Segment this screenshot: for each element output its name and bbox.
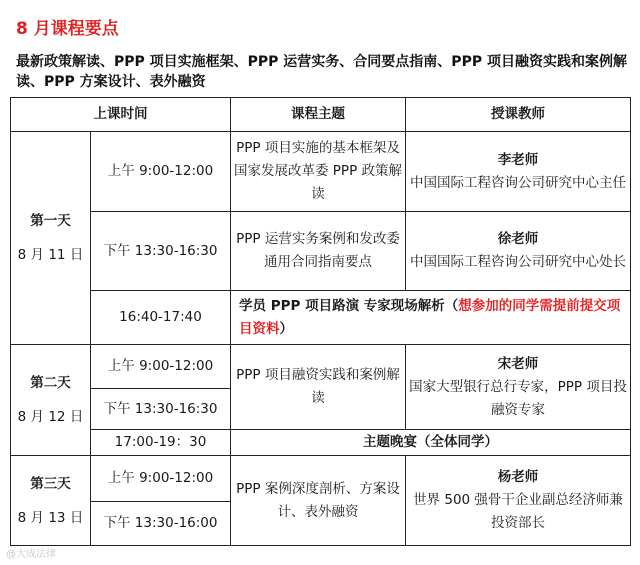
day3-date: 8 月 13 日	[17, 509, 84, 526]
day1-cell	[11, 132, 91, 345]
day1-row1-teacher	[406, 132, 631, 212]
day3-row2-time: 下午 13:30-16:00	[91, 502, 231, 546]
day3-topic: PPP 案例深度剖析、方案设计、表外融资	[231, 456, 406, 546]
page-title: 8 月课程要点	[16, 19, 119, 39]
day1-date: 8 月 11 日	[17, 247, 84, 263]
day3-label: 第三天	[30, 475, 71, 492]
table-row	[11, 345, 631, 389]
day1-row1-topic: PPP 项目实施的基本框架及国家发展改革委 PPP 政策解读	[231, 132, 406, 212]
table-row	[11, 132, 631, 212]
day2-teacher	[406, 345, 631, 430]
table-row	[11, 430, 631, 456]
header-time: 上课时间	[11, 98, 231, 132]
day2-cell	[11, 345, 91, 456]
day2-label: 第二天	[30, 375, 71, 391]
header-teacher: 授课教师	[406, 98, 631, 132]
paren-open: （	[444, 297, 459, 314]
header-topic: 课程主题	[231, 98, 406, 132]
day1-row2-teacher	[406, 212, 631, 291]
teacher-name: 李老师	[497, 151, 539, 168]
teacher-title: 世界 500 强骨干企业副总经济师兼投资部长	[413, 492, 623, 531]
teacher-title: 国家大型银行总行专家，PPP 项目投融资专家	[409, 378, 627, 418]
teacher-title: 中国国际工程咨询公司研究中心主任	[410, 174, 626, 191]
roadshow-note: 想参加的同学需提前提交项目资料	[239, 297, 621, 337]
day2-topic: PPP 项目融资实践和案例解读	[231, 345, 406, 430]
day2-date: 8 月 12 日	[17, 409, 84, 425]
paren-close: ）	[279, 320, 293, 337]
day3-cell	[11, 456, 91, 546]
day1-row2-topic: PPP 运营实务案例和发改委通用合同指南要点	[231, 212, 406, 291]
course-summary: 最新政策解读、PPP 项目实施框架、PPP 运营实务、合同要点指南、PPP 项目融资实践和案例解读、PPP 方案设计、表外融资	[16, 54, 627, 90]
day2-row3-time: 17:00-19：30	[91, 430, 231, 456]
day2-row2-time: 下午 13:30-16:30	[91, 389, 231, 430]
day1-row2-time: 下午 13:30-16:30	[91, 212, 231, 291]
teacher-name: 宋老师	[497, 355, 539, 372]
table-row	[11, 212, 631, 291]
day2-dinner: 主题晚宴（全体同学）	[231, 430, 631, 456]
day1-label: 第一天	[30, 213, 71, 229]
day1-row1-time: 上午 9:00-12:00	[91, 132, 231, 212]
roadshow-label: 学员 PPP 项目路演 专家现场解析	[239, 297, 445, 314]
day3-row1-time: 上午 9:00-12:00	[91, 456, 231, 502]
table-row	[11, 456, 631, 502]
teacher-name: 杨老师	[497, 469, 539, 485]
day3-teacher	[406, 456, 631, 546]
watermark-text: @大成法律	[6, 549, 56, 560]
day1-row3-time: 16:40-17:40	[91, 291, 231, 345]
table-header-row	[11, 98, 631, 132]
teacher-name: 徐老师	[497, 231, 539, 247]
table-row	[11, 291, 631, 345]
schedule-table	[10, 97, 631, 546]
day2-row1-time: 上午 9:00-12:00	[91, 345, 231, 389]
teacher-title: 中国国际工程咨询公司研究中心处长	[410, 254, 626, 270]
day1-roadshow-cell	[231, 291, 631, 345]
